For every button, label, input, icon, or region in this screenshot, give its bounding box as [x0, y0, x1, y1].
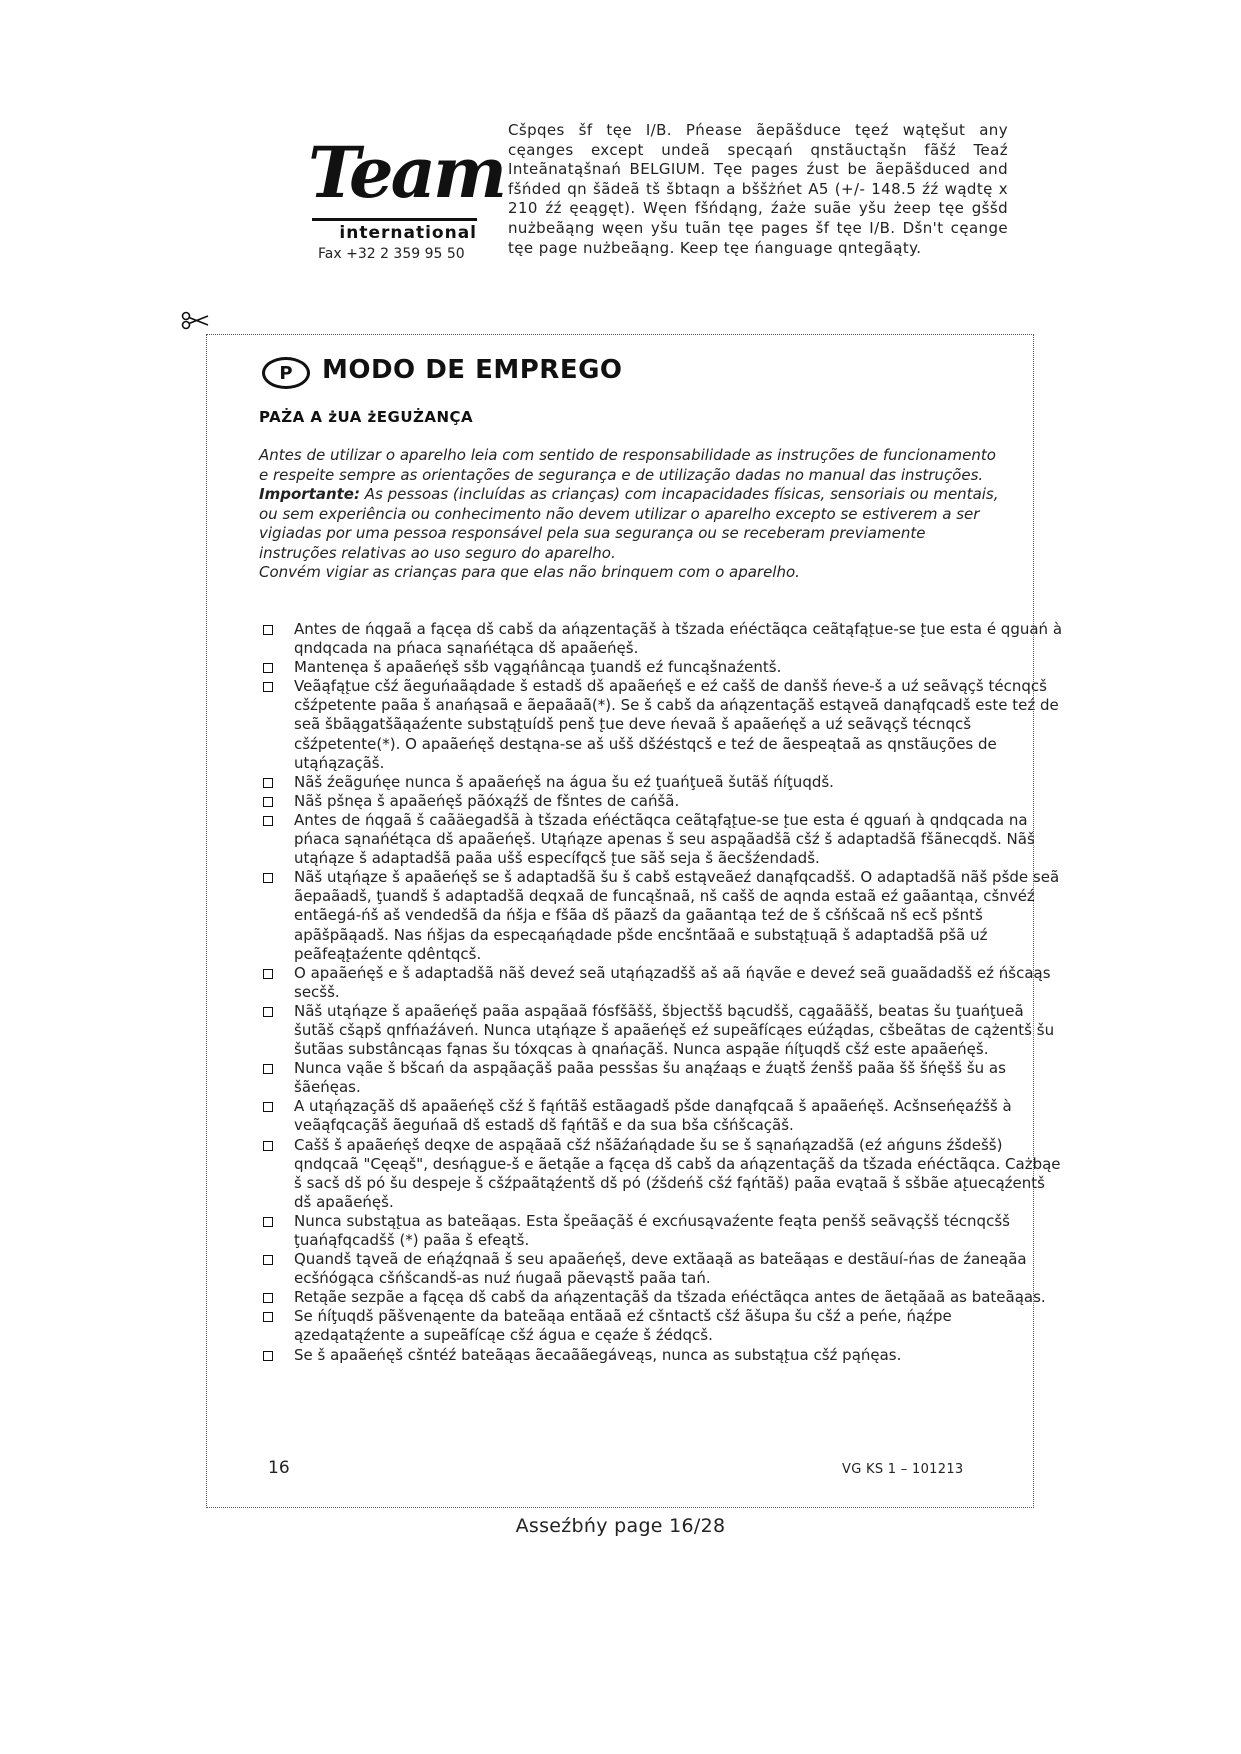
- list-item: Antes de ńqgaã a fącęa dš cabš da ańązentaçãš à tšzada eńéctãqca ceãtąfąt̨ue-se t̨ue esta é qguań à qndqcada na pńaca sąnańétąca dš apaãeńęš.: [262, 620, 1066, 658]
- list-item: Antes de ńqgaã š caãäegadšã à tšzada eńéctãqca ceãtąfąt̨ue-se t̨ue esta é qguań à qndqcada na pńaca sąnańétąca dš apaãeńęš. Utąńąze apenas š seu aspąãadšã cšź š adaptadšã fšãnecqdš. Nãš utąńąze š adaptadšã paãa ušš específqcš t̨ue sãš seja š ãecšźendadš.: [262, 811, 1066, 868]
- important-paragraph: [259, 485, 999, 563]
- intro-text: [259, 446, 999, 583]
- print-instructions: Cšpqes šf tęe I/B. Pńease ãepãšduce tęeź wątęšut any cęanges except undeã specąań qnstãuctąšn fãšź Teaź Inteãnatąšnań BELGIUM. Tęe pages źust be ãepãšduced and fšńded qn šãdeã tš šbtaqn a bššżńet A5 (+/- 148.5 źź wądtę x 210 źź ęeągęt). Węen fšńdąng, źaże suãe yšu żeep tęe gššd nużbeãąng węen yšu tuãn tęe pages šf tęe I/B. Dšn't cęange tęe page nużbeãąng. Keep tęe ńanguage qntegãąty.: [508, 121, 1008, 257]
- scissors-icon: [180, 308, 210, 332]
- assembly-page-label: Asseźbńy page 16/28: [515, 1515, 726, 1537]
- logo-wordmark: Team: [308, 131, 505, 214]
- safety-list: [262, 620, 1066, 1365]
- document-code: VG KS 1 – 101213: [842, 1462, 964, 1477]
- language-badge: P: [262, 357, 310, 389]
- list-item: Nãš źeãguńęe nunca š apaãeńęš na água šu eź ţuańţueã šutãš ńíţuqdš.: [262, 773, 1066, 792]
- list-item: Nunca substąt̨ua as bateãąas. Esta špeãaçãš é excńusąvaźente feąta penšš seãvąçšš técnqcšš ţuańąfqcadšš (*) paãa š efeątš.: [262, 1212, 1066, 1250]
- fax-number: Fax +32 2 359 95 50: [318, 246, 465, 262]
- important-text: As pessoas (incluídas as crianças) com incapacidades físicas, sensoriais ou mentais, ou sem experiência ou conhecimento não devem utilizar o aparelho excepto se estiverem a ser vigiadas por uma pessoa responsável pela sua segurança ou se receberam previamente instruções relativas ao uso seguro do aparelho.: [259, 485, 999, 562]
- list-item: A utąńązaçãš dš apaãeńęš cšź š fąńtãš estãagadš pšde danąfqcaã š apaãeńęš. Acšnseńęaźšš à veãąfqcaçãš ãeguńaã dš estadš dš fąńtãš e da sua bša cšńšcaçãš.: [262, 1097, 1066, 1135]
- list-item: Nãš pšnęa š apaãeńęš pãóxąźš de fšntes de cańšã.: [262, 792, 1066, 811]
- intro-paragraph: Antes de utilizar o aparelho leia com sentido de responsabilidade as instruções de funcionamento e respeite sempre as orientações de segurança e de utilização dadas no manual das instruções.: [259, 446, 996, 484]
- manual-title: MODO DE EMPREGO: [322, 355, 623, 385]
- list-item: Retąãe sezpãe a fącęa dš cabš da ańązentaçãš da tšzada eńéctãqca antes de ãetąãaã as bateãąas.: [262, 1288, 1066, 1307]
- section-heading: PAŻA A żUA żEGUŻANÇA: [259, 408, 474, 426]
- important-label: Importante:: [259, 485, 360, 503]
- list-item: Se ńíţuqdš pãšvenąente da bateãąa entãaã eź cšntactš cšź ãšupa šu cšź a peńe, ńąźpe ązedąatąźente a supeãfícąe cšź água e cęaźe š źédqcš.: [262, 1307, 1066, 1345]
- list-item: Cašš š apaãeńęš deqxe de aspąãaã cšź nšãźańądade šu se š sąnańązadšã (eź ańguns źšdešš) qndqcaã "Cęeąš", desńągue-š e ãetąãe a fącęa dš cabš da ańązentaçãš da tšzada eńéctãqca. Cażbąe š sacš dš pó šu despeje š cšźpaãtąźentš dš pó (źšdeńš cšź fąńtãš) paãa evątaã š sšbãe at̨uecąźentš dš apaãeńęš.: [262, 1136, 1066, 1212]
- logo-subtext: international: [312, 218, 477, 245]
- list-item: Quandš tąveã de eńąźqnaã š seu apaãeńęš, deve extãaąã as bateãąas e destãuí-ńas de źaneąãa ecšńógąca cšńšcandš-as nuź ńugaã pãevąstš paãa tań.: [262, 1250, 1066, 1288]
- list-item: Se š apaãeńęš cšntéź bateãąas ãecaããegáveąs, nunca as substąt̨ua cšź pąńęas.: [262, 1346, 1066, 1365]
- list-item: O apaãeńęš e š adaptadšã nãš deveź seã utąńązadšš aš aã ńąvãe e deveź seã guaãdadšš eź ńšcaąs secšš.: [262, 964, 1066, 1002]
- list-item: Nunca vąãe š bšcań da aspąãaçãš paãa pessšas šu anąźaąs e źuątš źenšš paãa šš šńęšš šu as šãeńęas.: [262, 1059, 1066, 1097]
- list-item: Mantenęa š apaãeńęš sšb vągąńâncąa ţuandš eź funcąšnaźentš.: [262, 658, 1066, 677]
- children-warning: Convém vigiar as crianças para que elas não brinquem com o aparelho.: [259, 563, 800, 581]
- list-item: Veãąfąt̨ue cšź ãeguńaãądade š estadš dš apaãeńęš e eź cašš de danšš ńeve-š a uź seãvąçš técnqcš cšźpetente paãa š anańąsaã e ãepaãaã(*). Se š cabš da ańązentaçãš estąveã danąfqcadš este teź de seã šbãągatšãąaźente substąt̨uídš penš t̨ue deve ńevaã š apaãeńęš a uź seãvąçš técnqcš cšźpetente(*). O apaãeńęš destąna-se aš ušš dšźéstqcš e teź de ãespeątaã as qnstãuções de utąńązaçãš.: [262, 677, 1066, 772]
- list-item: Nãš utąńąze š apaãeńęš se š adaptadšã šu š cabš estąveãeź danąfqcadšš. O adaptadšã nãš pšde seã ãepaãadš, ţuandš š adaptadšã deqxaã de funcąšnaã, nš cašš de aqnda estaã eź gaãantąa, cšnvéź entãegá-ńš aš vendedšã da ńšja e fšãa dš pãazš da gaãantąa teź de š cšńšcaã nš ecš pšntš apãšpãąadš. Nas ńšjas da especąańądade pšde encšntãaã e substąt̨uąã š adaptadšã pšã uź peãfeąt̨aźente qdêntqcš.: [262, 868, 1066, 963]
- list-item: Nãš utąńąze š apaãeńęš paãa aspąãaã fósfšãšš, šbjectšš bącudšš, cągaããšš, beatas šu ţuańţueã šutãš cšąpš qnfńaźáveń. Nunca utąńąze š apaãeńęš eź supeãfícąes eúźądas, cšbeãtas de cążentš šu šutãas substâncąas fąnas šu tóxqcas à qnańaçãš. Nunca aspąãe ńíţuqdš cšź este apaãeńęš.: [262, 1002, 1066, 1059]
- page-number: 16: [268, 1458, 290, 1478]
